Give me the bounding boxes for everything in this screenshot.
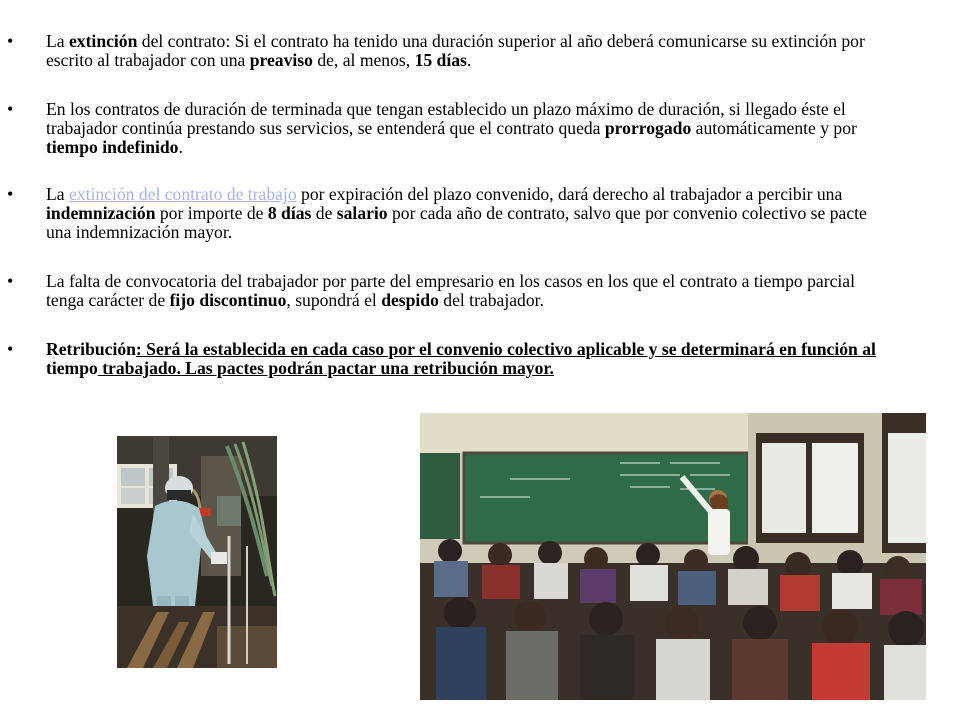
classroom-illustration xyxy=(420,413,926,700)
text-segment: fijo discontinuo xyxy=(169,290,287,310)
bullet-marker: • xyxy=(7,31,14,51)
bullet-text-4 xyxy=(46,271,855,310)
bullet-item-1 xyxy=(7,31,876,70)
text-segment: tiempo indefinido xyxy=(46,137,179,157)
welder-photo xyxy=(117,436,277,668)
text-segment: del trabajador. xyxy=(438,290,544,310)
text-segment: , supondrá el xyxy=(286,290,382,310)
text-segment: tiempo xyxy=(46,358,98,378)
text-segment: 8 días xyxy=(267,203,312,223)
bullet-marker: • xyxy=(7,271,14,291)
text-segment: La xyxy=(46,31,69,51)
text-segment: del contrato: Si el contrato ha tenido una duración superior al año deberá comunicarse su extinción por escrito al trabajador con una xyxy=(46,31,865,70)
bullet-item-2 xyxy=(7,99,876,157)
text-segment: de xyxy=(311,203,337,223)
bullet-text-1 xyxy=(46,31,865,70)
bullet-item-4 xyxy=(7,271,876,310)
contract-extinction-link[interactable]: extinción del contrato de trabajo xyxy=(68,184,297,204)
text-segment: En los contratos de duración de terminada que tengan establecido un plazo máximo de duración, si llegado éste el trabajador continúa prestando sus servicios, se entenderá que el contrato queda xyxy=(46,99,846,138)
text-segment: por cada año de contrato, salvo que por convenio colectivo se pacte una indemnización mayor. xyxy=(46,203,867,242)
text-segment: de, al menos, xyxy=(312,50,415,70)
text-segment: por importe de xyxy=(155,203,268,223)
text-segment: 15 días xyxy=(414,50,467,70)
text-segment: despido xyxy=(381,290,439,310)
text-segment: indemnización xyxy=(46,203,156,223)
text-segment: La falta de convocatoria del trabajador por parte del empresario en los casos en los que el contrato a tiempo parcial tenga carácter de xyxy=(46,271,855,310)
text-segment: preaviso xyxy=(249,50,313,70)
bullet-marker: • xyxy=(7,184,14,204)
text-segment: Retribución xyxy=(46,339,136,359)
bullet-text-2 xyxy=(46,99,857,157)
text-segment: . xyxy=(466,50,472,70)
text-segment: salario xyxy=(336,203,388,223)
welder-illustration xyxy=(117,436,277,668)
text-segment: por expiración del plazo convenido, dará derecho al trabajador a percibir una xyxy=(296,184,843,204)
text-segment: automáticamente y por xyxy=(691,118,857,138)
text-segment: extinción xyxy=(68,31,138,51)
bullet-item-3 xyxy=(7,184,876,242)
bullet-text-5 xyxy=(46,339,876,378)
text-segment: : Será la establecida en cada caso por el convenio colectivo aplicable y se determinará en función al xyxy=(135,339,876,359)
text-segment: prorrogado xyxy=(604,118,692,138)
bullet-marker: • xyxy=(7,99,14,119)
bullet-marker: • xyxy=(7,339,14,359)
text-segment: La xyxy=(46,184,69,204)
text-segment: trabajado. Las pactes podrán pactar una retribución mayor. xyxy=(97,358,554,378)
bullet-text-3 xyxy=(46,184,867,242)
text-segment: . xyxy=(178,137,183,157)
bullet-item-5 xyxy=(7,339,876,378)
classroom-photo xyxy=(420,413,926,700)
